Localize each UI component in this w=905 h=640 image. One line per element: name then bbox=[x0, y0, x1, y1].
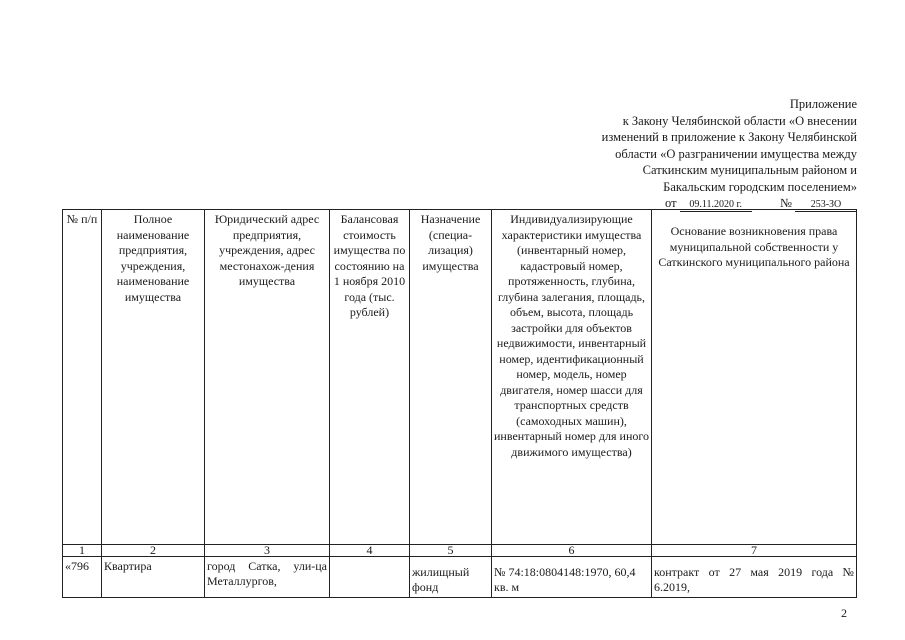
appendix-title: Приложение bbox=[789, 97, 857, 111]
row-address: город Сатка, ули-ца Металлургов, bbox=[205, 557, 330, 598]
row-name: Квартира bbox=[102, 557, 205, 598]
appendix-line: Саткинским муниципальным районом и bbox=[642, 163, 857, 177]
row-num: «796 bbox=[63, 557, 102, 598]
column-number: 2 bbox=[102, 545, 205, 557]
header-basis: Основание возникновения права муниципальной собственности у Саткинского муниципального района bbox=[652, 210, 857, 545]
column-number-row bbox=[63, 545, 857, 557]
row-characteristics: № 74:18:0804148:1970, 60,4 кв. м bbox=[492, 557, 652, 598]
law-date: 09.11.2020 г. bbox=[680, 198, 752, 212]
header-num: № п/п bbox=[63, 210, 102, 545]
row-balance bbox=[330, 557, 410, 598]
column-number: 4 bbox=[330, 545, 410, 557]
number-label: № bbox=[779, 196, 792, 210]
table-row bbox=[63, 557, 857, 598]
law-number: 253-ЗО bbox=[795, 198, 857, 212]
column-number: 5 bbox=[410, 545, 492, 557]
row-basis: контракт от 27 мая 2019 года № 6.2019, bbox=[652, 557, 857, 598]
column-number: 6 bbox=[492, 545, 652, 557]
column-number: 1 bbox=[63, 545, 102, 557]
appendix-line: к Закону Челябинской области «О внесении bbox=[622, 113, 857, 128]
appendix-line: области «О разграничении имущества между bbox=[615, 146, 857, 161]
page-number: 2 bbox=[841, 606, 847, 620]
header-balance: Балансовая стоимость имущества по состоянию на 1 ноября 2010 года (тыс. рублей) bbox=[330, 210, 410, 545]
appendix-line: изменений в приложение к Закону Челябинской bbox=[601, 130, 857, 144]
from-label: от bbox=[665, 196, 677, 210]
header-address: Юридический адрес предприятия, учреждения, адрес местонахож-дения имущества bbox=[205, 210, 330, 545]
property-table bbox=[62, 209, 857, 598]
column-number: 3 bbox=[205, 545, 330, 557]
header-name: Полное наименование предприятия, учреждения, наименование имущества bbox=[102, 210, 205, 545]
header-characteristics: Индивидуализирующие характеристики имущества (инвентарный номер, кадастровый номер, протяженность, глубина, глубина залегания, площадь, объем, высота, площадь застройки для объектов недвижимости, инвентарный номер, идентификационный номер, модель, номер двигателя, номер шасси для транспортных средств (самоходных машин), инвентарный номер для иного движимого имущества) bbox=[492, 210, 652, 545]
row-purpose: жилищный фонд bbox=[410, 557, 492, 598]
column-number: 7 bbox=[652, 545, 857, 557]
appendix-block bbox=[527, 96, 857, 212]
table-header-row bbox=[63, 210, 857, 545]
appendix-line: Бакальским городским поселением» bbox=[663, 179, 857, 194]
header-purpose: Назначение (специа-лизация) имущества bbox=[410, 210, 492, 545]
